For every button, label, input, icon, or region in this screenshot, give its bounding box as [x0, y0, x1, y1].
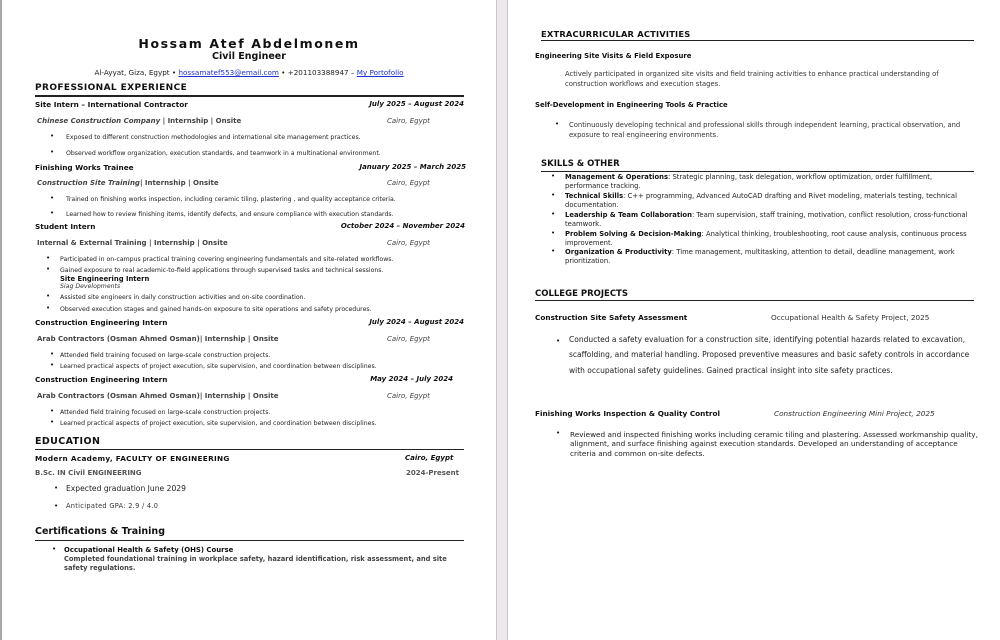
job-title: Construction Engineering Intern: [35, 318, 168, 327]
section-heading-extracurricular: EXTRACURRICULAR ACTIVITIES: [541, 29, 691, 39]
phone-text: +201103388947: [287, 68, 349, 77]
course-description: Completed foundational training in workplace safety, hazard identification, risk assessment, and site safety regulations.: [64, 555, 447, 572]
school-location: Cairo, Egypt: [405, 454, 454, 462]
job-title: Student Intern: [35, 222, 96, 231]
section-rule: [541, 40, 974, 41]
section-heading-education: EDUCATION: [35, 436, 101, 447]
section-rule: [35, 449, 464, 450]
bullet-icon: •: [52, 545, 57, 553]
activity-description: Actively participated in organized site visits and field training activities to enhance practical understanding of construction workflows and execution stages.: [565, 70, 939, 88]
skill-label: Management & Operations: [565, 173, 669, 181]
job-org: Arab Contractors (Osman Ahmed Osman)| Internship | Onsite: [37, 392, 279, 400]
job-org: Internal & External Training | Internship | Onsite: [37, 239, 228, 247]
job-title: Finishing Works Trainee: [35, 163, 134, 172]
separator: –: [350, 68, 355, 77]
project-title: Construction Site Safety Assessment: [535, 313, 688, 322]
section-rule: [541, 171, 974, 172]
nested-job-title: Site Engineering Intern: [60, 275, 150, 283]
skill-label: Organization & Productivity: [565, 248, 672, 256]
activity-title: Self-Development in Engineering Tools & Practice: [535, 101, 728, 109]
candidate-name: Hossam Atef Abdelmonem: [138, 36, 360, 51]
job-location: Cairo, Egypt: [387, 179, 430, 187]
job-location: Cairo, Egypt: [387, 117, 430, 125]
bullet-icon: •: [551, 172, 556, 180]
project-title: Finishing Works Inspection & Quality Control: [535, 409, 720, 418]
job-bullet: Attended field training focused on large-scale construction projects.: [60, 409, 271, 416]
job-org: [37, 117, 241, 125]
email-link[interactable]: hossamatef553@email.com: [178, 68, 279, 77]
project-description: Reviewed and inspected finishing works including ceramic tiling and plastering. Assessed workmanship quality, alignment, and surface finishing against execution standards. Developed an understanding of acceptance criteria and common on-site defects.: [570, 430, 978, 458]
job-bullet: Observed workflow organization, execution standards, and teamwork in a multinational environment.: [66, 150, 381, 157]
contact-line: [2, 68, 496, 77]
job-dates: July 2025 – August 2024: [369, 100, 464, 108]
separator: •: [171, 68, 177, 77]
job-org-details: | Internship | Onsite: [139, 179, 219, 187]
job-dates: October 2024 – November 2024: [340, 222, 465, 230]
section-heading-projects: COLLEGE PROJECTS: [535, 289, 628, 299]
skill-text: : Team supervision, staff training, motivation, conflict resolution, cross-functional teamwork.: [565, 211, 968, 228]
job-bullet: Trained on finishing works inspection, including ceramic tiling, plastering , and quality acceptance criteria.: [66, 196, 396, 203]
job-bullet: Learned practical aspects of project execution, site supervision, and coordination between disciplines.: [60, 363, 377, 370]
job-bullet: Attended field training focused on large-scale construction projects.: [60, 352, 271, 359]
bullet-icon: •: [54, 502, 59, 510]
page-gap: [496, 0, 508, 640]
skill-item: [565, 248, 975, 266]
skill-text: : Time management, multitasking, attention to detail, deadline management, work prioritization.: [565, 248, 955, 265]
resume-page-2: [509, 0, 1000, 640]
bullet-icon: •: [551, 191, 556, 199]
degree-period: 2024-Present: [406, 469, 459, 477]
bullet-icon: •: [551, 229, 556, 237]
bullet-icon: •: [50, 132, 55, 140]
skill-item: [565, 173, 975, 191]
bullet-icon: •: [551, 247, 556, 255]
bullet-icon: •: [50, 209, 55, 217]
bullet-icon: •: [46, 292, 51, 300]
section-rule: [535, 300, 974, 301]
job-location: Cairo, Egypt: [387, 392, 430, 400]
job-org: [37, 179, 219, 187]
job-org-details: | Internship | Onsite: [160, 117, 242, 125]
job-org-name: Chinese Construction Company: [37, 117, 161, 125]
job-dates: July 2024 – August 2024: [369, 318, 464, 326]
job-location: Cairo, Egypt: [387, 335, 430, 343]
job-title: Construction Engineering Intern: [35, 375, 168, 384]
job-bullet: Participated in on-campus practical training covering engineering fundamentals and site-related workflows.: [60, 256, 394, 263]
job-bullet: Learned how to review finishing items, identify defects, and ensure compliance with execution standards.: [66, 211, 394, 218]
bullet-icon: •: [50, 148, 55, 156]
job-org-name: Construction Site Training: [37, 179, 140, 187]
project-context: Occupational Health & Safety Project, 2025: [771, 313, 930, 322]
section-heading-certifications: Certifications & Training: [35, 526, 165, 537]
candidate-title: Civil Engineer: [212, 51, 286, 62]
bullet-icon: •: [46, 304, 51, 312]
resume-page-1: [2, 0, 496, 640]
project-description: Conducted a safety evaluation for a construction site, identifying potential hazards related to excavation, scaffolding, and material handling. Proposed preventive measures and basic safety controls in accordance with occupational safety guidelines. Gained practical insight into site safety practices.: [569, 335, 970, 375]
location-text: Al-Ayyat, Giza, Egypt: [94, 68, 170, 77]
course-title: Occupational Health & Safety (OHS) Course: [64, 546, 234, 554]
degree-name: B.Sc. IN Civil ENGINEERING: [35, 469, 142, 477]
job-bullet: Learned practical aspects of project execution, site supervision, and coordination between disciplines.: [60, 420, 377, 427]
skill-item: [565, 211, 975, 229]
job-bullet: Observed execution stages and gained hands-on exposure to site operations and safety procedures.: [60, 306, 372, 313]
job-bullet: Gained exposure to real academic-to-field applications through supervised tasks and technical sessions.: [60, 267, 384, 274]
job-dates: May 2024 – July 2024: [370, 375, 453, 383]
activity-title: Engineering Site Visits & Field Exposure: [535, 52, 692, 60]
education-bullet: Expected graduation June 2029: [66, 484, 186, 493]
bullet-icon: •: [50, 407, 55, 415]
job-bullet: Assisted site engineers in daily construction activities and on-site coordination.: [60, 294, 306, 301]
section-heading-skills: SKILLS & OTHER: [541, 159, 620, 169]
section-rule: [35, 540, 464, 541]
job-org: Arab Contractors (Osman Ahmed Osman)| Internship | Onsite: [37, 335, 279, 343]
bullet-icon: •: [50, 361, 55, 369]
portfolio-link[interactable]: My Portofolio: [356, 68, 404, 77]
bullet-icon: •: [50, 350, 55, 358]
bullet-icon: •: [50, 418, 55, 426]
job-bullet: Exposed to different construction methodologies and international site management practices.: [66, 134, 361, 141]
section-heading-experience: PROFESSIONAL EXPERIENCE: [35, 83, 188, 93]
skill-item: [565, 230, 975, 248]
skill-text: : Strategic planning, task delegation, workflow optimization, order fulfillment, performance tracking.: [565, 173, 933, 190]
activity-description: Continuously developing technical and professional skills through independent learning, practical observation, and exposure to real engineering environments.: [569, 121, 961, 139]
bullet-icon: •: [551, 210, 556, 218]
bullet-icon: •: [54, 484, 59, 492]
bullet-icon: •: [50, 194, 55, 202]
skill-text: : C++ programming, Advanced AutoCAD drafting and Rivet modeling, materials testing, technical documentation.: [565, 192, 957, 209]
section-rule: [35, 95, 464, 97]
skill-label: Problem Solving & Decision-Making: [565, 230, 702, 238]
skill-item: [565, 192, 975, 210]
bullet-icon: •: [556, 337, 561, 345]
nested-job-org: Siag Developments: [60, 283, 121, 290]
skill-text: : Analytical thinking, troubleshooting, root cause analysis, continuous process improvement.: [565, 230, 967, 247]
skill-label: Technical Skills: [565, 192, 624, 200]
project-context: Construction Engineering Mini Project, 2025: [774, 409, 935, 418]
bullet-icon: •: [556, 429, 561, 437]
job-location: Cairo, Egypt: [387, 239, 430, 247]
separator: •: [281, 68, 286, 77]
bullet-icon: •: [555, 120, 560, 128]
bullet-icon: •: [46, 254, 51, 262]
job-title: Site Intern – International Contractor: [35, 100, 188, 109]
job-dates: January 2025 – March 2025: [359, 163, 466, 171]
bullet-icon: •: [46, 265, 51, 273]
skill-label: Leadership & Team Collaboration: [565, 211, 692, 219]
education-bullet: Anticipated GPA: 2.9 / 4.0: [66, 502, 159, 510]
school-name: Modern Academy, FACULTY OF ENGINEERING: [35, 454, 230, 463]
